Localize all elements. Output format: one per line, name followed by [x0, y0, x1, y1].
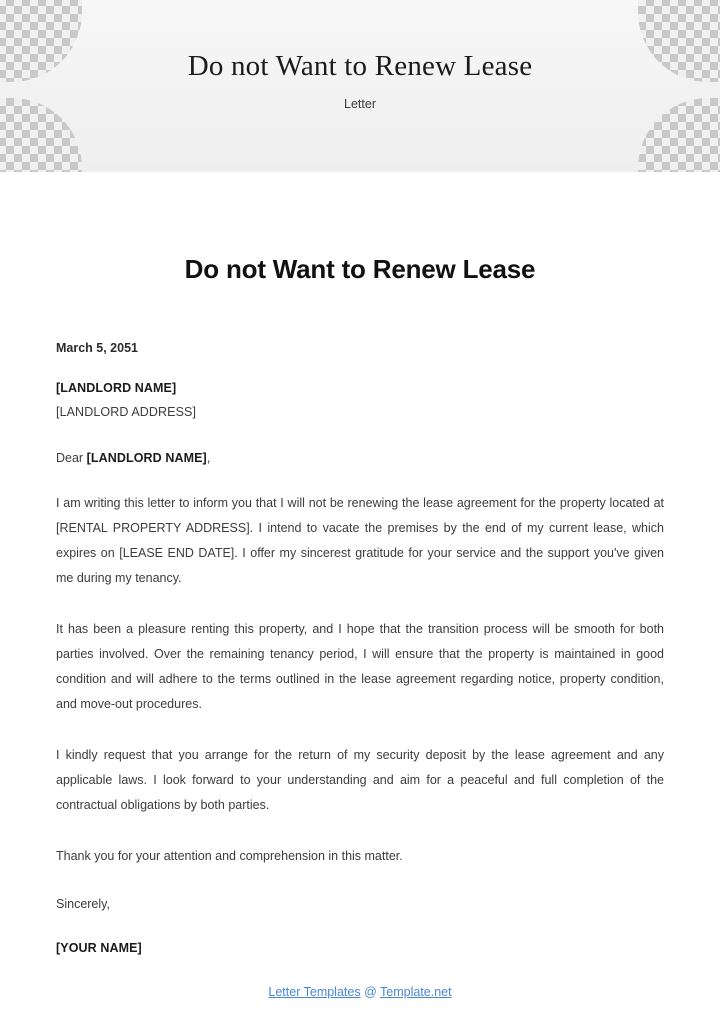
salutation-name: [LANDLORD NAME]: [86, 451, 207, 465]
template-net-link[interactable]: Template.net: [380, 985, 452, 999]
letter-paragraph: I kindly request that you arrange for the return of my security deposit by the lease agreement and any applicable laws. I look forward to your understanding and aim for a peaceful and full completion of the contractual obligations by both parties.: [56, 748, 664, 812]
header-subtitle: Letter: [344, 97, 376, 111]
letter-templates-link[interactable]: Letter Templates: [268, 985, 361, 999]
landlord-address: [LANDLORD ADDRESS]: [56, 405, 197, 419]
salutation: [56, 451, 664, 465]
letter-paragraph: I am writing this letter to inform you that I will not be renewing the lease agreement for the property located at [RENTAL PROPERTY ADDRESS]. I intend to vacate the premises by the end of my current lease, which expires on [LEASE END DATE]. I offer my sincerest gratitude for your service and the support you've given me during my tenancy.: [56, 496, 664, 585]
letter-date: March 5, 2051: [56, 341, 138, 355]
header-title: Do not Want to Renew Lease: [187, 50, 533, 82]
landlord-name: [LANDLORD NAME]: [56, 381, 177, 395]
salutation-prefix: Dear: [56, 451, 87, 465]
header-text-block: [0, 0, 720, 111]
signature-name: [YOUR NAME]: [56, 941, 142, 955]
footer-credit: [56, 985, 664, 999]
document-header-banner: [0, 0, 720, 172]
footer-separator: @: [360, 985, 381, 999]
letter-paragraph: Thank you for your attention and comprehension in this matter.: [56, 849, 403, 863]
closing-line: Sincerely,: [56, 897, 110, 911]
recipient-address-block: [56, 381, 664, 419]
letter-paragraph: It has been a pleasure renting this property, and I hope that the transition process will be smooth for both parties involved. Over the remaining tenancy period, I will ensure that the property is maintained in good condition and will adhere to the terms outlined in the lease agreement regarding notice, property condition, and move-out procedures.: [56, 622, 664, 711]
salutation-suffix: ,: [206, 451, 211, 465]
page-title: Do not Want to Renew Lease: [184, 254, 536, 284]
document-body: [0, 254, 720, 999]
